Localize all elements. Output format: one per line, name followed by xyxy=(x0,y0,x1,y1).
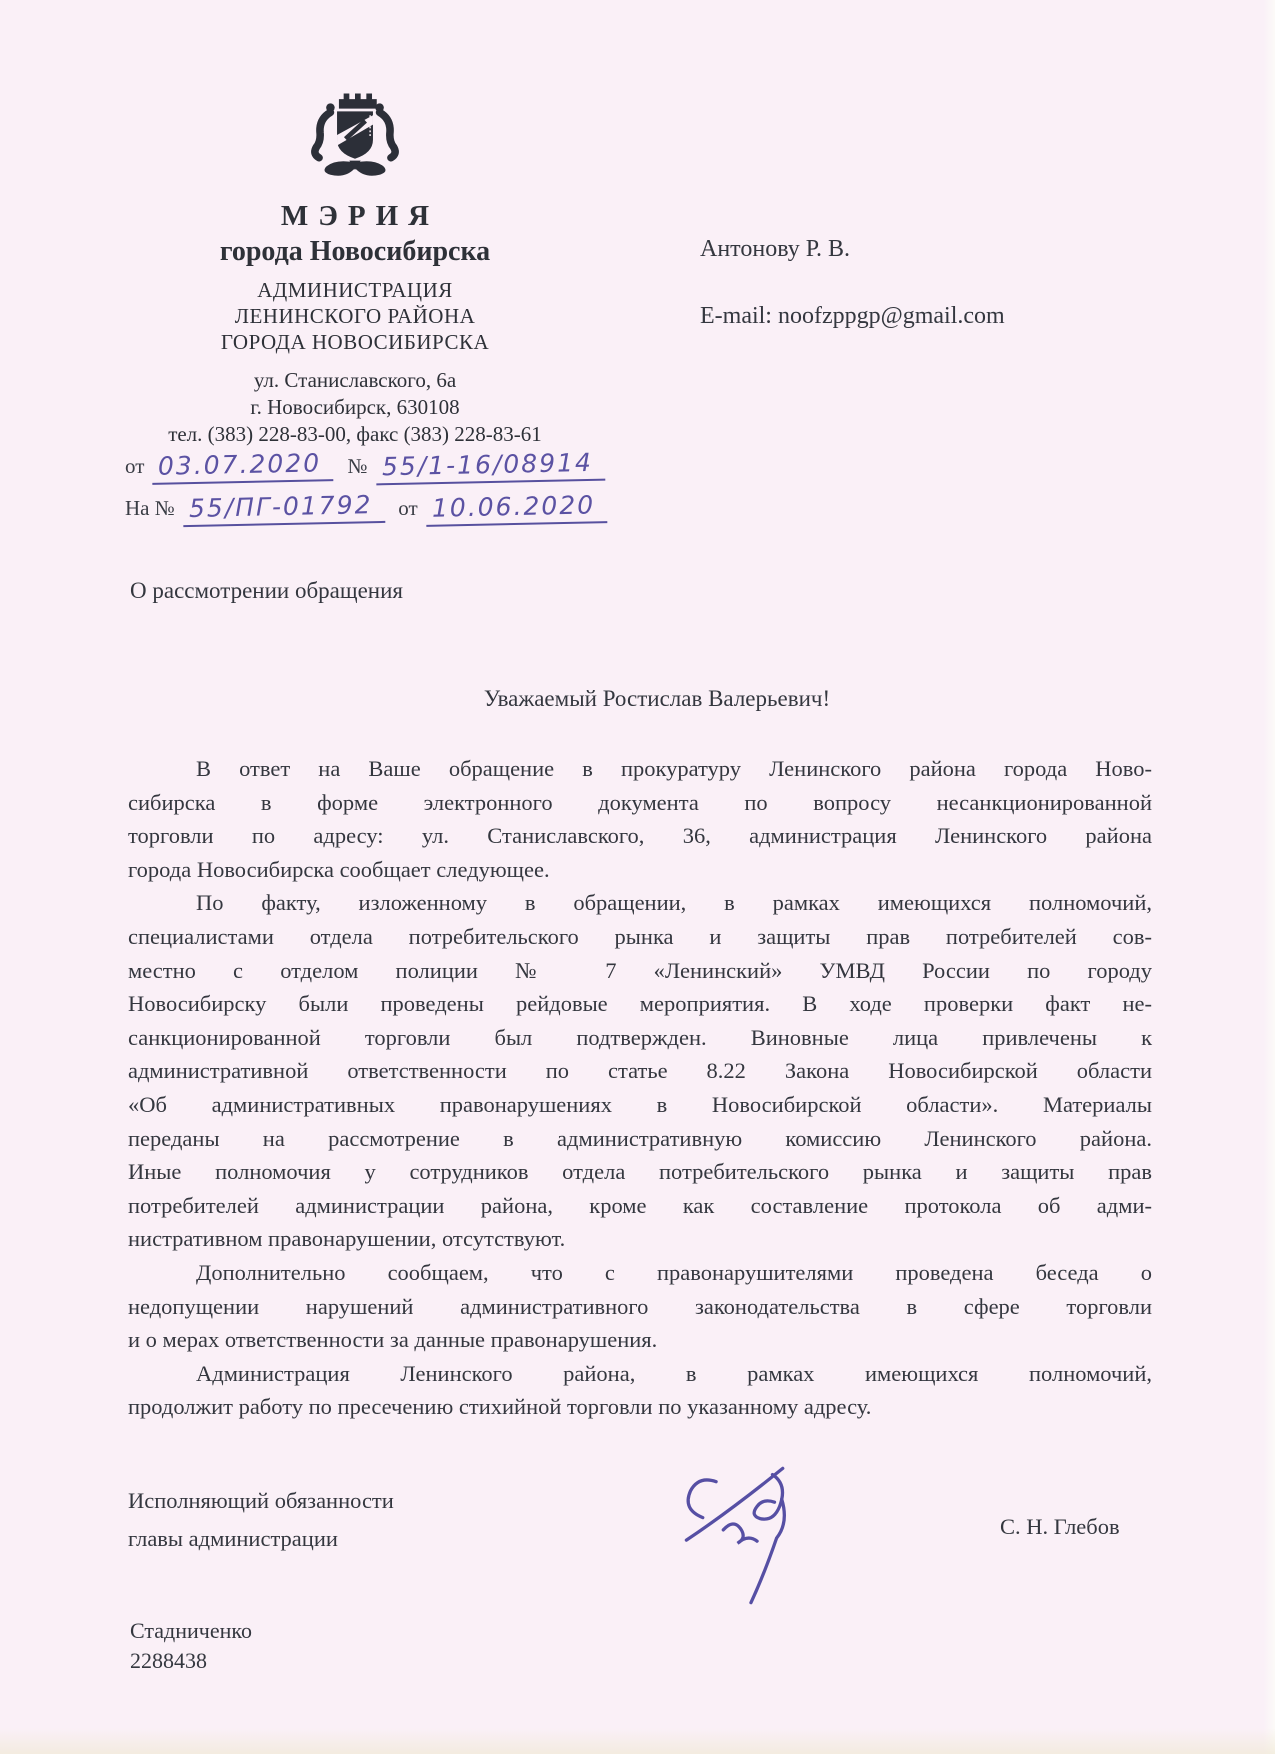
paragraph-line: специалистами отдела потребительского рынка и защиты прав потребителей сов- xyxy=(128,923,1152,949)
org-subdivision-line: ГОРОДА НОВОСИБИРСКА xyxy=(220,330,490,354)
ref-value-incoming-number: 55/ПГ-01792 xyxy=(182,490,384,527)
salutation: Уважаемый Ростислав Валерьевич! xyxy=(483,686,831,711)
org-subdivision-line: ЛЕНИНСКОГО РАЙОНА xyxy=(234,304,476,328)
paragraph-line: переданы на рассмотрение в административную комиссию Ленинского района. xyxy=(128,1125,1152,1151)
recipient-block xyxy=(700,236,1005,330)
executor-phone: 2288438 xyxy=(130,1648,207,1673)
paragraph-line: недопущении нарушений административного законодательства в сфере торговли xyxy=(128,1293,1152,1319)
paragraph-line: административной ответственности по статье 8.22 Закона Новосибирской области xyxy=(128,1058,1152,1084)
paragraph-line: Дополнительно сообщаем, что с правонарушителями проведена беседа о xyxy=(196,1259,1152,1285)
signer-position-line: Исполняющий обязанности xyxy=(128,1488,394,1513)
org-name-primary: МЭРИЯ xyxy=(280,200,440,232)
address-line: ул. Станиславского, 6а xyxy=(253,368,457,392)
paragraph-line: Администрация Ленинского района, в рамках имеющихся полномочий, xyxy=(196,1360,1152,1386)
letterhead xyxy=(145,88,565,448)
body-paragraphs xyxy=(128,752,1152,1424)
org-name-secondary: города Новосибирска xyxy=(219,236,491,267)
paragraph-line: города Новосибирска сообщает следующее. xyxy=(128,856,550,882)
address-line: г. Новосибирск, 630108 xyxy=(250,395,460,419)
ref-label-from: от xyxy=(125,454,145,478)
recipient-email: E-mail: noofzppgp@gmail.com xyxy=(700,303,1005,329)
address-line: тел. (383) 228-83-00, факс (383) 228-83-61 xyxy=(168,422,542,446)
paragraph-line: «Об административных правонарушениях в Новосибирской области». Материалы xyxy=(128,1091,1152,1117)
paragraph-line: По факту, изложенному в обращении, в рамках имеющихся полномочий, xyxy=(196,890,1152,916)
paragraph-line: Иные полномочия у сотрудников отдела потребительского рынка и защиты прав xyxy=(128,1159,1152,1185)
ref-label-reply-from: от xyxy=(398,496,418,520)
ref-row-outgoing xyxy=(125,447,619,483)
signer-position-line: главы администрации xyxy=(128,1526,338,1551)
ref-value-outgoing-date: 03.07.2020 xyxy=(152,448,334,485)
paragraph-line: В ответ на Ваше обращение в прокуратуру Ленинского района города Ново- xyxy=(196,756,1152,781)
paragraph-line: и о мерах ответственности за данные правонарушения. xyxy=(128,1327,658,1353)
signer-name: С. Н. Глебов xyxy=(1000,1514,1120,1539)
paragraph-line: торговли по адресу: ул. Станиславского, 36, администрация Ленинского района xyxy=(128,823,1152,849)
executor-name: Стадниченко xyxy=(130,1618,252,1643)
paragraph-line: Новосибирску были проведены рейдовые мероприятия. В ходе проверки факт не- xyxy=(128,991,1152,1017)
paragraph-line: санкционированной торговли был подтвержден. Виновные лица привлечены к xyxy=(128,1024,1152,1050)
paragraph-line: потребителей администрации района, кроме как составление протокола об адми- xyxy=(128,1192,1152,1218)
paragraph-line: продолжит работу по пресечению стихийной торговли по указанному адресу. xyxy=(128,1394,872,1420)
novosibirsk-coat-of-arms-icon xyxy=(303,88,407,184)
org-subdivision-line: АДМИНИСТРАЦИЯ xyxy=(257,278,453,302)
signer-position xyxy=(128,1482,394,1558)
executor-block xyxy=(130,1616,252,1676)
ref-value-outgoing-number: 55/1-16/08914 xyxy=(375,448,605,486)
ref-value-incoming-date: 10.06.2020 xyxy=(425,490,607,527)
ref-label-reply-number: На № xyxy=(125,496,175,520)
paragraph-line: сибирска в форме электронного документа по вопросу несанкционированной xyxy=(128,789,1152,815)
handwritten-signature-icon xyxy=(665,1452,841,1616)
subject-line: О рассмотрении обращения xyxy=(130,578,403,603)
paragraph-line: нистративном правонарушении, отсутствуют. xyxy=(128,1226,566,1252)
ref-label-number: № xyxy=(347,454,368,478)
recipient-name: Антонову Р. В. xyxy=(700,236,851,262)
paragraph-line: местно с отделом полиции № 7 «Ленинский» УМВД России по городу xyxy=(128,957,1152,983)
ref-row-incoming xyxy=(125,492,621,525)
